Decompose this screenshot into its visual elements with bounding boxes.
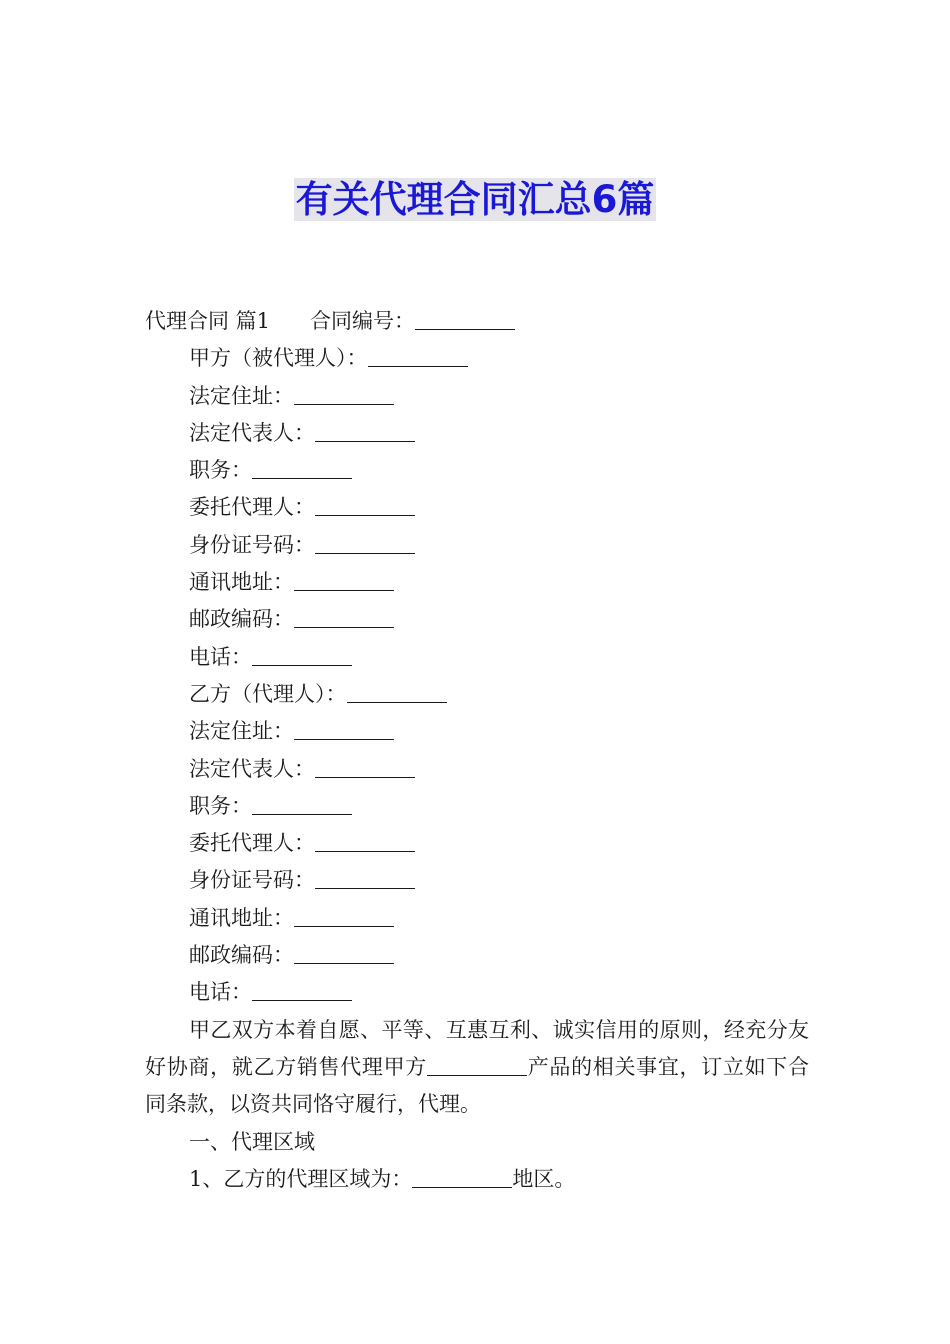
party-b-agent-blank [315, 831, 415, 852]
party-b-id-label: 身份证号码： [189, 868, 315, 893]
party-b-postcode-line [145, 937, 809, 974]
party-b-name-blank [347, 682, 447, 703]
party-b-position-blank [252, 794, 352, 815]
party-b-mail-address-line [145, 900, 809, 937]
party-a-address-blank [294, 384, 394, 405]
party-b-address-blank [294, 719, 394, 740]
party-a-postcode-blank [294, 607, 394, 628]
party-b-agent-line [145, 825, 809, 862]
party-b-name-line [145, 676, 809, 713]
party-a-mail-address-blank [294, 570, 394, 591]
product-blank [427, 1055, 527, 1076]
party-b-legal-rep-line [145, 751, 809, 788]
party-b-legal-rep-label: 法定代表人： [189, 756, 315, 781]
party-b-address-label: 法定住址： [189, 719, 294, 744]
party-b-position-label: 职务： [189, 793, 252, 818]
party-b-id-line [145, 862, 809, 899]
party-b-phone-label: 电话： [189, 980, 252, 1005]
intro-part1: 甲乙双方本着自愿、平等、互惠互利、诚实信用的原则，经充分友好协商，就乙方销售代理甲方 [145, 1017, 809, 1079]
party-a-id-blank [315, 533, 415, 554]
party-b-mail-address-blank [294, 906, 394, 927]
contract-no-blank [415, 309, 515, 330]
section-label: 代理合同 篇1 [145, 309, 271, 333]
party-b-address-line [145, 713, 809, 750]
section-1-heading [145, 1124, 809, 1161]
intro-paragraph [145, 1012, 809, 1124]
section-1-item-1-suffix: 地区。 [512, 1166, 576, 1191]
party-a-position-line [145, 452, 809, 489]
section-1-item-1 [145, 1161, 809, 1198]
party-a-id-line [145, 527, 809, 564]
party-a-legal-rep-label: 法定代表人： [189, 420, 315, 445]
party-a-position-label: 职务： [189, 458, 252, 483]
document-title [0, 176, 950, 224]
party-b-id-blank [315, 868, 415, 889]
party-b-mail-address-label: 通讯地址： [189, 905, 294, 930]
intro-part2: 产品的相关事宜，订立如下合同条款，以资共同恪守履行，代理。 [145, 1054, 809, 1117]
document-body [145, 303, 809, 1198]
contract-no-label: 合同编号： [310, 309, 416, 333]
party-b-position-line [145, 788, 809, 825]
party-a-phone-blank [252, 645, 352, 666]
party-a-legal-rep-blank [315, 421, 415, 442]
party-b-phone-blank [252, 980, 352, 1001]
region-blank [412, 1167, 512, 1188]
party-a-name-label: 甲方（被代理人）： [189, 346, 368, 371]
party-a-name-blank [368, 346, 468, 367]
party-b-phone-line [145, 974, 809, 1011]
party-a-id-label: 身份证号码： [189, 532, 315, 557]
party-a-position-blank [252, 458, 352, 479]
section-1-heading-text: 一、代理区域 [189, 1129, 315, 1154]
party-a-postcode-label: 邮政编码： [189, 607, 294, 632]
party-b-agent-label: 委托代理人： [189, 831, 315, 856]
party-a-address-label: 法定住址： [189, 383, 294, 408]
party-a-mail-address-line [145, 564, 809, 601]
header-line [145, 303, 809, 340]
document-title-text: 有关代理合同汇总6篇 [295, 178, 655, 221]
party-a-postcode-line [145, 601, 809, 638]
party-a-agent-label: 委托代理人： [189, 495, 315, 520]
party-b-postcode-blank [294, 943, 394, 964]
party-a-address-line [145, 378, 809, 415]
party-a-name-line [145, 340, 809, 377]
party-b-postcode-label: 邮政编码： [189, 943, 294, 968]
party-a-agent-blank [315, 495, 415, 516]
party-a-agent-line [145, 489, 809, 526]
party-a-phone-line [145, 639, 809, 676]
party-a-mail-address-label: 通讯地址： [189, 570, 294, 595]
party-a-phone-label: 电话： [189, 644, 252, 669]
party-b-name-label: 乙方（代理人）： [189, 681, 347, 706]
party-a-legal-rep-line [145, 415, 809, 452]
section-1-item-1-prefix: 1、乙方的代理区域为： [189, 1166, 413, 1191]
party-b-legal-rep-blank [315, 757, 415, 778]
